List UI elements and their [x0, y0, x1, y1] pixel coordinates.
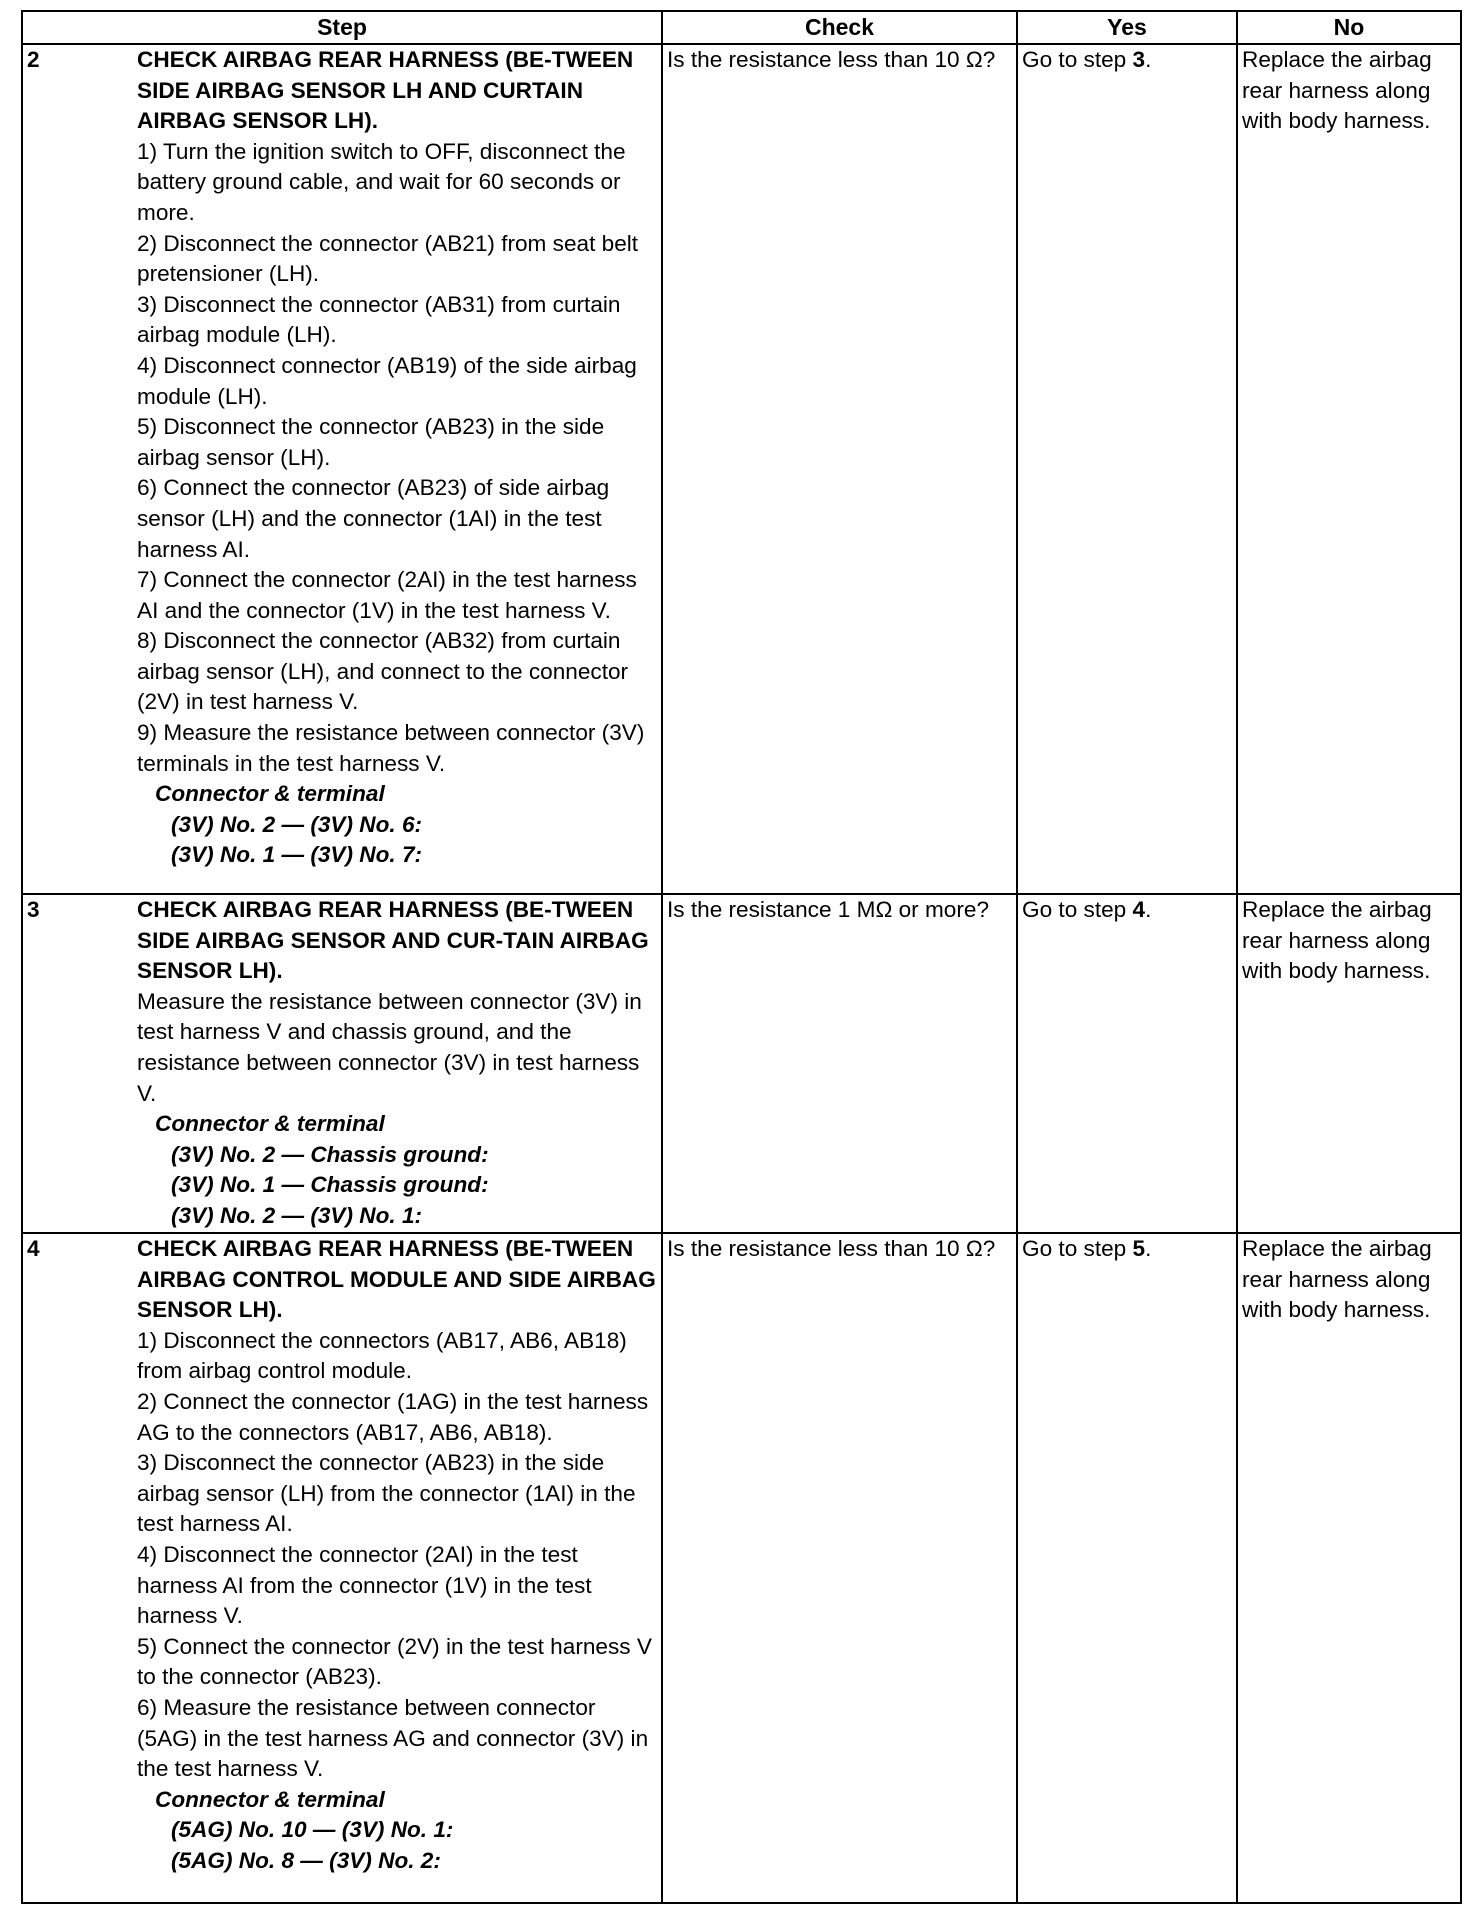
header-yes: Yes	[1017, 11, 1237, 44]
yes-prefix: Go to step	[1022, 47, 1133, 72]
header-no: No	[1237, 11, 1461, 44]
terminal-item: (5AG) No. 10 — (3V) No. 1:	[171, 1817, 454, 1843]
instruction: 5) Disconnect the connector (AB23) in the side airbag sensor (LH).	[137, 414, 605, 470]
yes-suffix: .	[1145, 897, 1152, 922]
no-cell: Replace the airbag rear harness along with body harness.	[1237, 1233, 1461, 1903]
yes-cell	[1017, 1233, 1237, 1903]
instruction: 4) Disconnect the connector (2AI) in the test harness AI from the connector (1V) in the test harness V.	[137, 1541, 592, 1629]
check-cell: Is the resistance less than 10 Ω?	[662, 1233, 1017, 1903]
yes-prefix: Go to step	[1022, 897, 1133, 922]
header-step: Step	[22, 11, 662, 44]
step-cell	[22, 44, 662, 894]
terminal-item: (5AG) No. 8 — (3V) No. 2:	[171, 1847, 441, 1873]
terminal-item: (3V) No. 1 — (3V) No. 7:	[171, 842, 423, 868]
terminal-label: Connector & terminal	[155, 1111, 385, 1137]
terminal-item: (3V) No. 2 — (3V) No. 1:	[171, 1202, 423, 1228]
step-content	[137, 45, 661, 871]
step-title: CHECK AIRBAG REAR HARNESS (BE-TWEEN SIDE AIRBAG SENSOR LH AND CURTAIN AIRBAG SENSOR LH).	[137, 47, 634, 134]
instruction: 7) Connect the connector (2AI) in the test harness AI and the connector (1V) in the test harness V.	[137, 567, 637, 623]
terminal-item: (3V) No. 2 — (3V) No. 6:	[171, 811, 423, 837]
instruction: 6) Connect the connector (AB23) of side airbag sensor (LH) and the connector (1AI) in the test harness AI.	[137, 475, 610, 562]
terminal-item: (3V) No. 2 — Chassis ground:	[171, 1141, 489, 1167]
step-content	[137, 895, 661, 1232]
step-content	[137, 1234, 661, 1876]
instruction: 9) Measure the resistance between connector (3V) terminals in the test harness V.	[137, 720, 645, 776]
step-number: 2	[27, 47, 40, 72]
check-cell: Is the resistance less than 10 Ω?	[662, 44, 1017, 894]
yes-prefix: Go to step	[1022, 1236, 1133, 1261]
step-title: CHECK AIRBAG REAR HARNESS (BE-TWEEN AIRBAG CONTROL MODULE AND SIDE AIRBAG SENSOR LH).	[137, 1236, 656, 1323]
no-cell: Replace the airbag rear harness along with body harness.	[1237, 894, 1461, 1233]
no-cell: Replace the airbag rear harness along with body harness.	[1237, 44, 1461, 894]
yes-step-number: 5	[1132, 1236, 1146, 1261]
instruction: 5) Connect the connector (2V) in the test harness V to the connector (AB23).	[137, 1633, 652, 1690]
header-row	[22, 11, 1461, 44]
instruction: 2) Connect the connector (1AG) in the test harness AG to the connectors (AB17, AB6, AB18).	[137, 1388, 649, 1445]
step-cell	[22, 894, 662, 1233]
step-number: 3	[27, 897, 40, 922]
table-row	[22, 894, 1461, 1233]
yes-suffix: .	[1145, 47, 1152, 72]
terminal-label: Connector & terminal	[155, 1786, 385, 1812]
step-number: 4	[27, 1236, 40, 1261]
diagnostic-table	[21, 10, 1462, 1904]
yes-cell	[1017, 44, 1237, 894]
instruction: 6) Measure the resistance between connector (5AG) in the test harness AG and connector (3V) in the test harness V.	[137, 1694, 649, 1782]
instruction: Measure the resistance between connector (3V) in test harness V and chassis ground, and the resistance between connector (3V) in test harness V.	[137, 988, 642, 1106]
header-check: Check	[662, 11, 1017, 44]
step-title: CHECK AIRBAG REAR HARNESS (BE-TWEEN SIDE AIRBAG SENSOR AND CUR-TAIN AIRBAG SENSOR LH).	[137, 897, 649, 984]
yes-step-number: 4	[1132, 897, 1146, 922]
table-row	[22, 1233, 1461, 1903]
yes-suffix: .	[1145, 1236, 1152, 1261]
instruction: 3) Disconnect the connector (AB31) from curtain airbag module (LH).	[137, 291, 621, 348]
terminal-label: Connector & terminal	[155, 781, 385, 807]
check-cell: Is the resistance 1 MΩ or more?	[662, 894, 1017, 1233]
instruction: 8) Disconnect the connector (AB32) from curtain airbag sensor (LH), and connect to the connector (2V) in test harness V.	[137, 628, 629, 715]
instruction: 3) Disconnect the connector (AB23) in the side airbag sensor (LH) from the connector (1AI) in the test harness AI.	[137, 1450, 636, 1537]
instruction: 1) Turn the ignition switch to OFF, disconnect the battery ground cable, and wait for 60 seconds or more.	[137, 138, 626, 225]
instruction: 1) Disconnect the connectors (AB17, AB6, AB18) from airbag control module.	[137, 1327, 627, 1384]
table-row	[22, 44, 1461, 894]
instruction: 2) Disconnect the connector (AB21) from seat belt pretensioner (LH).	[137, 230, 639, 287]
yes-step-number: 3	[1132, 47, 1146, 72]
terminal-item: (3V) No. 1 — Chassis ground:	[171, 1172, 489, 1198]
instruction: 4) Disconnect connector (AB19) of the side airbag module (LH).	[137, 352, 637, 409]
yes-cell	[1017, 894, 1237, 1233]
step-cell	[22, 1233, 662, 1903]
